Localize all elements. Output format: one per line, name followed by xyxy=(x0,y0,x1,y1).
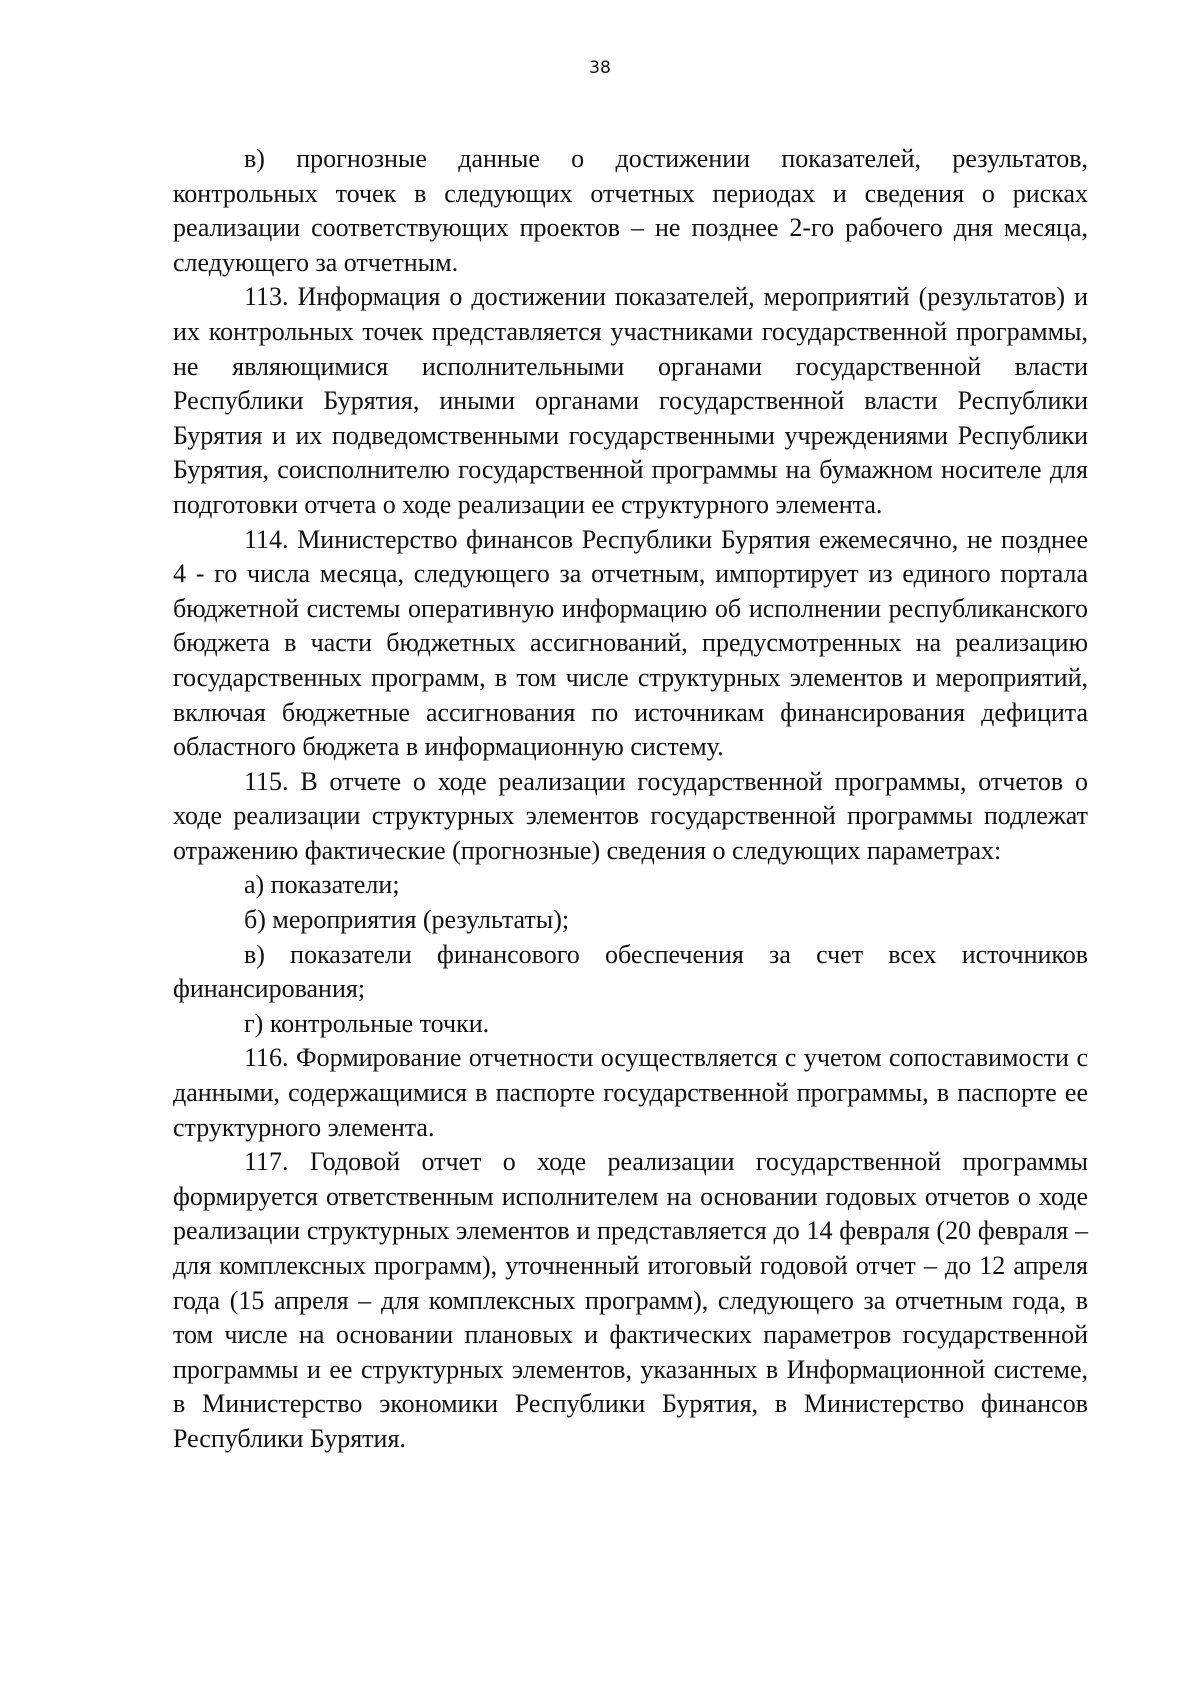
paragraph-116: 116. Формирование отчетности осуществляется с учетом сопоставимости с данными, содержащимися в паспорте государственной программы, в паспорте ее структурного элемента. xyxy=(173,1043,1088,1142)
list-item-a: а) показатели; xyxy=(244,870,400,900)
paragraph-117: 117. Годовой отчет о ходе реализации государственной программы формируется ответственным исполнителем на основании годовых отчетов о ходе реализации структурных элементов и представляется до 14 февраля (20 февраля – для комплексных программ), уточненный итоговый годовой отчет – до 12 апреля года (15 апреля – для комплексных программ), следующего за отчетным года, в том числе на основании плановых и фактических параметров государственной программы и ее структурных элементов, указанных в Информационной системе, в Министерство экономики Республики Бурятия, в Министерство финансов Республики Бурятия. xyxy=(173,1147,1088,1453)
list-item-v: в) показатели финансового обеспечения за счет всех источников финансирования; xyxy=(173,939,1088,1004)
paragraph-115: 115. В отчете о ходе реализации государственной программы, отчетов о ходе реализации структурных элементов государственной программы подлежат отражению фактические (прогнозные) сведения о следующих параметрах: xyxy=(173,766,1088,865)
list-item-b: б) мероприятия (результаты); xyxy=(244,905,570,935)
document-body xyxy=(173,142,1088,1457)
paragraph-item-v-forecast: в) прогнозные данные о достижении показателей, результатов, контрольных точек в следующих отчетных периодах и сведения о рисках реализации соответствующих проектов – не позднее 2-го рабочего дня месяца, следующего за отчетным. xyxy=(173,144,1088,277)
page-number: 38 xyxy=(589,58,611,78)
list-item-g: г) контрольные точки. xyxy=(244,1008,490,1038)
paragraph-114: 114. Министерство финансов Республики Бурятия ежемесячно, не позднее 4 - го числа месяца, следующего за отчетным, импортирует из единого портала бюджетной системы оперативную информацию об исполнении республиканского бюджета в части бюджетных ассигнований, предусмотренных на реализацию государственных программ, в том числе структурных элементов и мероприятий, включая бюджетные ассигнования по источникам финансирования дефицита областного бюджета в информационную систему. xyxy=(173,524,1088,762)
paragraph-113: 113. Информация о достижении показателей, мероприятий (результатов) и их контрольных точек представляется участниками государственной программы, не являющимися исполнительными органами государственной власти Республики Бурятия, иными органами государственной власти Республики Бурятия и их подведомственными государственными учреждениями Республики Бурятия, соисполнителю государственной программы на бумажном носителе для подготовки отчета о ходе реализации ее структурного элемента. xyxy=(173,282,1088,519)
